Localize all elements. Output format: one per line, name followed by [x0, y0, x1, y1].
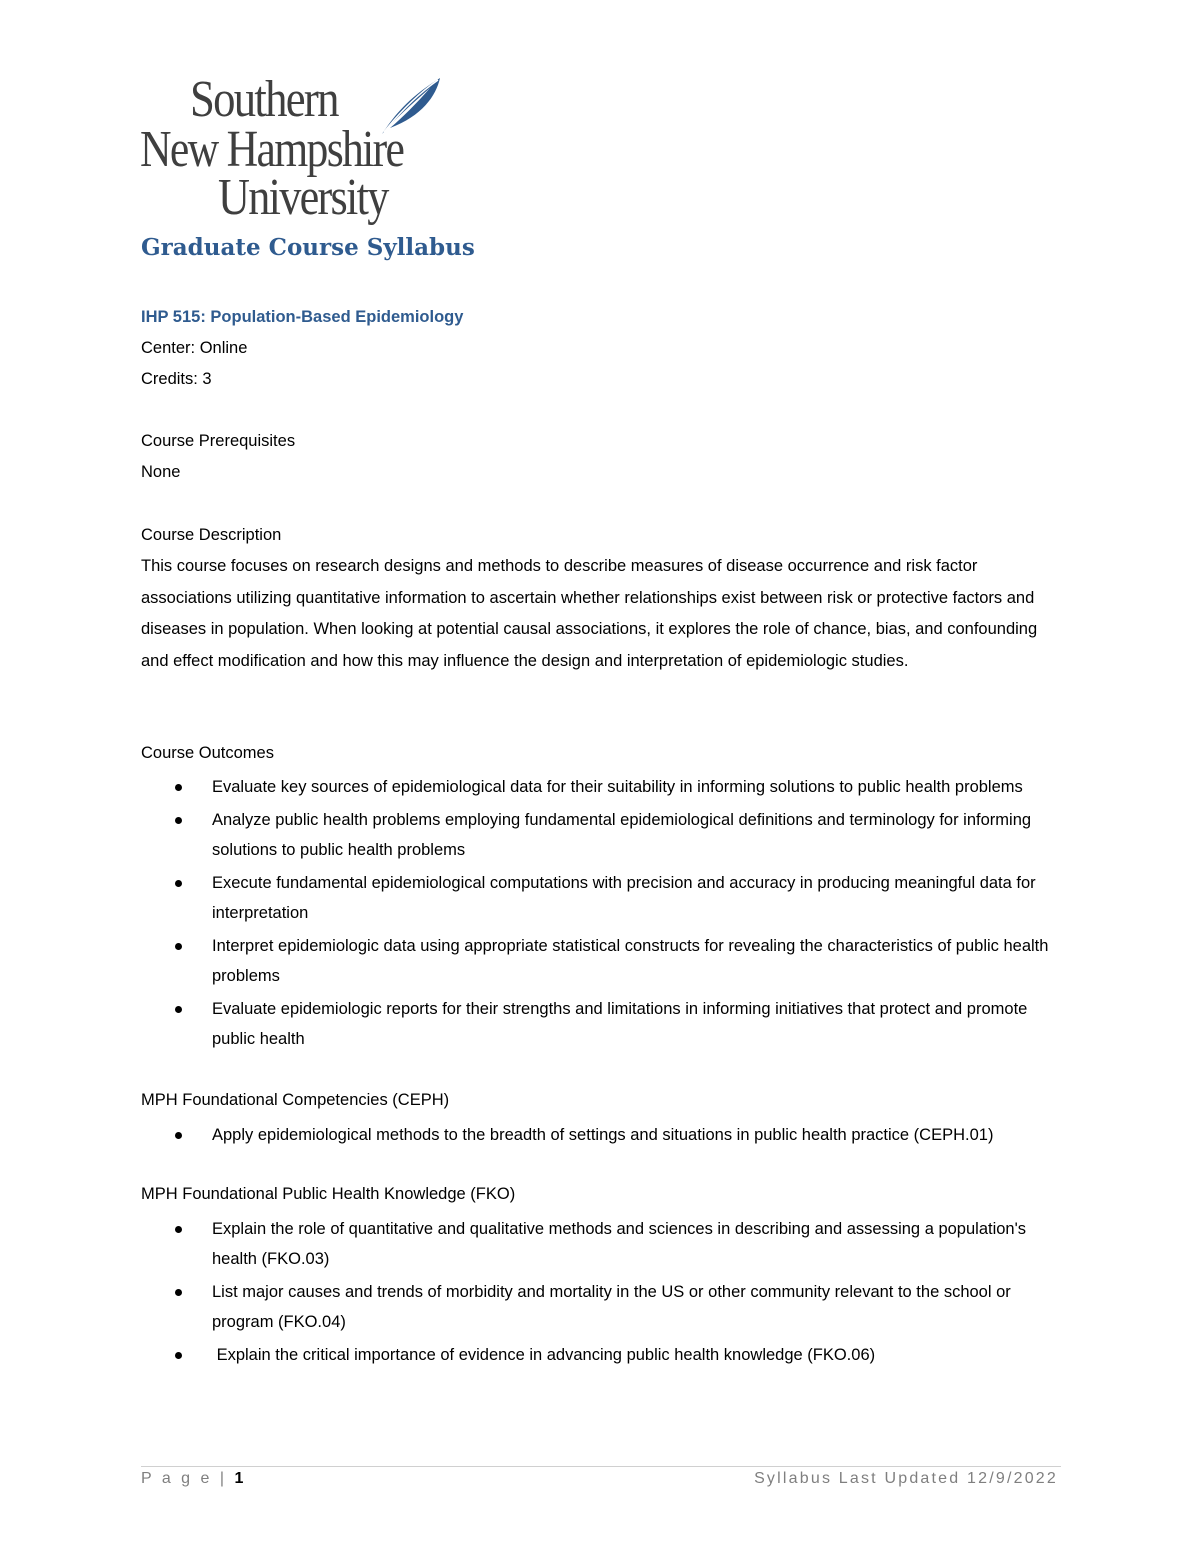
description-text: This course focuses on research designs and methods to describe measures of disease occurrence and risk factor associations utilizing quantitative information to ascertain whether relationships exist between risk or protective factors and diseases in population. When looking at potential causal associations, it explores the role of chance, bias, and confounding and effect modification and how this may influence the design and interpretation of epidemiologic studies. [141, 557, 1038, 670]
outcomes-list [141, 772, 1061, 1057]
outcomes-heading: Course Outcomes [141, 744, 274, 762]
logo-line-new-hampshire: New Hampshire [140, 121, 404, 178]
list-item [141, 1277, 1061, 1337]
list-item-text: Evaluate epidemiologic reports for their strengths and limitations in informing initiatives that protect and promote public health [212, 1000, 1028, 1048]
ceph-list [141, 1120, 1061, 1153]
list-item [141, 994, 1061, 1054]
bullet-icon [175, 784, 182, 791]
bullet-icon [175, 1226, 182, 1233]
list-item [141, 931, 1061, 991]
ceph-heading: MPH Foundational Competencies (CEPH) [141, 1091, 450, 1109]
list-item [141, 1214, 1061, 1274]
description-heading: Course Description [141, 526, 282, 544]
course-credits: Credits: 3 [141, 370, 212, 388]
bullet-icon [175, 1006, 182, 1013]
page-label: P a g e | [141, 1470, 228, 1487]
list-item-text: Analyze public health problems employing fundamental epidemiological definitions and terminology for informing solutions to public health problems [212, 811, 1032, 859]
page-number: 1 [234, 1470, 247, 1487]
list-item [141, 772, 1061, 802]
list-item [141, 868, 1061, 928]
course-center: Center: Online [141, 339, 248, 357]
list-item [141, 1340, 1061, 1370]
list-item [141, 1120, 1061, 1150]
fko-heading: MPH Foundational Public Health Knowledge (FKO) [141, 1185, 516, 1203]
bullet-icon [175, 1289, 182, 1296]
university-logo [140, 66, 440, 226]
footer-page-number [141, 1470, 246, 1488]
footer-divider [141, 1466, 1061, 1467]
page-title: Graduate Course Syllabus [141, 234, 475, 261]
footer-last-updated: Syllabus Last Updated 12/9/2022 [754, 1470, 1058, 1487]
list-item-text: Explain the role of quantitative and qualitative methods and sciences in describing and assessing a population's health (FKO.03) [212, 1220, 1027, 1268]
list-item-text: Evaluate key sources of epidemiological data for their suitability in informing solutions to public health problems [212, 778, 1023, 796]
bullet-icon [175, 1132, 182, 1139]
list-item-text: Apply epidemiological methods to the breadth of settings and situations in public health practice (CEPH.01) [212, 1126, 994, 1144]
logo-line-southern: Southern [190, 71, 338, 128]
bullet-icon [175, 880, 182, 887]
fko-list [141, 1214, 1061, 1373]
course-code-title: IHP 515: Population-Based Epidemiology [141, 308, 464, 326]
list-item-text: Explain the critical importance of evidence in advancing public health knowledge (FKO.06) [212, 1346, 876, 1364]
list-item-text: Interpret epidemiologic data using appropriate statistical constructs for revealing the characteristics of public health problems [212, 937, 1049, 985]
logo-line-university: University [218, 169, 388, 226]
bullet-icon [175, 817, 182, 824]
bullet-icon [175, 1352, 182, 1359]
list-item-text: Execute fundamental epidemiological computations with precision and accuracy in producing meaningful data for interpretation [212, 874, 1036, 922]
prerequisites-heading: Course Prerequisites [141, 432, 296, 450]
leaf-icon [380, 76, 442, 136]
list-item-text: List major causes and trends of morbidity and mortality in the US or other community relevant to the school or program (FKO.04) [212, 1283, 1011, 1331]
list-item [141, 805, 1061, 865]
prerequisites-value: None [141, 463, 181, 481]
bullet-icon [175, 943, 182, 950]
